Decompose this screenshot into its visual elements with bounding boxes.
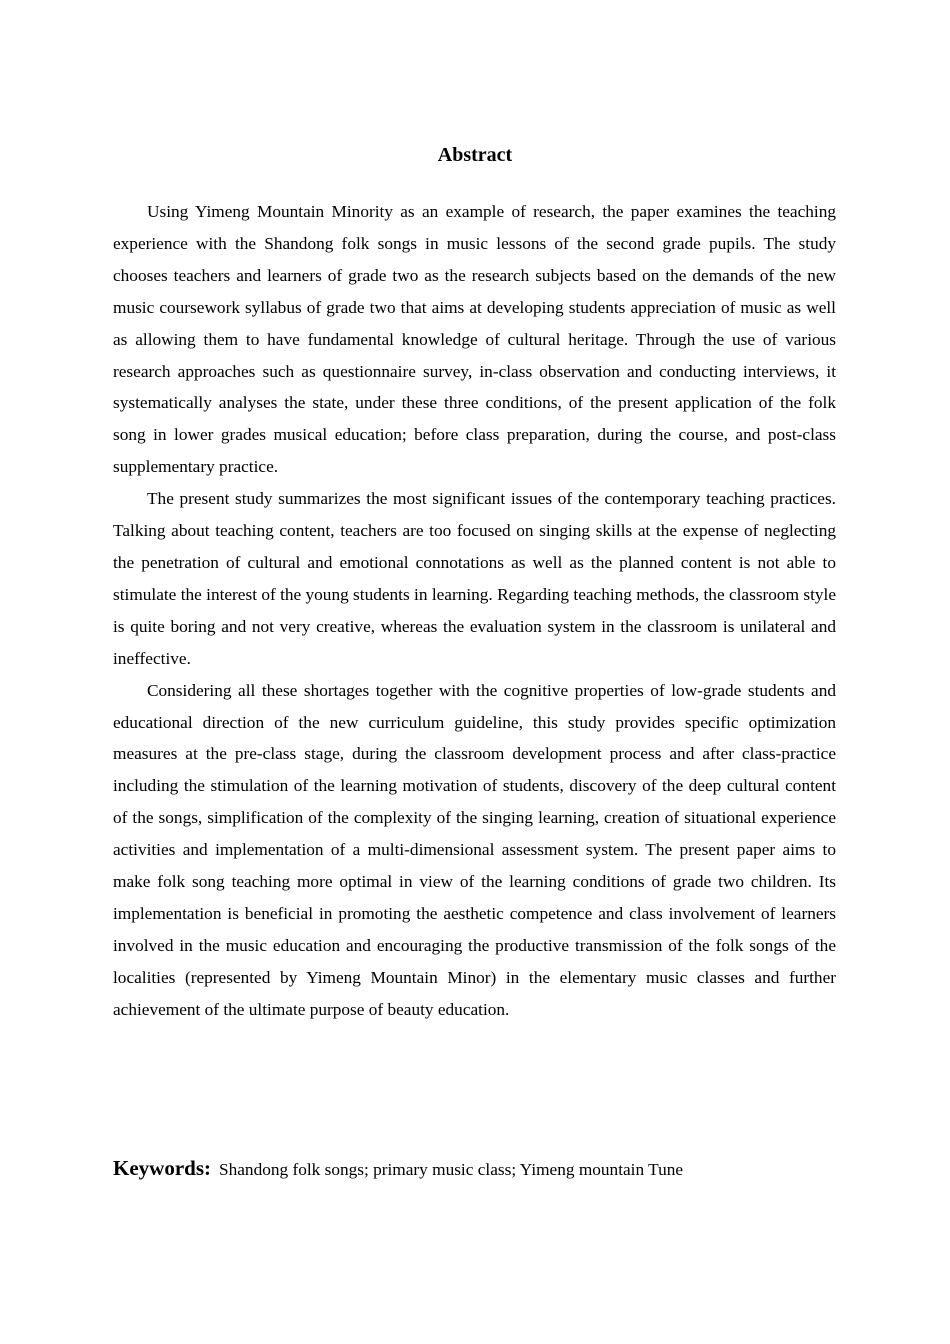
keywords-line — [113, 1153, 836, 1186]
abstract-paragraph-1: Using Yimeng Mountain Minority as an example of research, the paper examines the teaching experience with the Shandong folk songs in music lessons of the second grade pupils. The study chooses teachers and learners of grade two as the research subjects based on the demands of the new music coursework syllabus of grade two that aims at developing students appreciation of music as well as allowing them to have fundamental knowledge of cultural heritage. Through the use of various research approaches such as questionnaire survey, in-class observation and conducting interviews, it systematically analyses the state, under these three conditions, of the present application of the folk song in lower grades musical education; before class preparation, during the course, and post-class supplementary practice. — [113, 202, 836, 477]
keywords-label: Keywords: — [113, 1156, 211, 1180]
abstract-paragraph-2: The present study summarizes the most significant issues of the contemporary teaching practices. Talking about teaching content, teachers are too focused on singing skills at the expense of neglecting the penetration of cultural and emotional connotations as well as the planned content is not able to stimulate the interest of the young students in learning. Regarding teaching methods, the classroom style is quite boring and not very creative, whereas the evaluation system in the classroom is unilateral and ineffective. — [113, 489, 836, 668]
keywords-text: Shandong folk songs; primary music class; Yimeng mountain Tune — [219, 1160, 684, 1179]
abstract-title: Abstract — [437, 144, 513, 166]
abstract-paragraph-3: Considering all these shortages together with the cognitive properties of low-grade students and educational direction of the new curriculum guideline, this study provides specific optimization measures at the pre-class stage, during the classroom development process and after class-practice including the stimulation of the learning motivation of students, discovery of the deep cultural content of the songs, simplification of the complexity of the singing learning, creation of situational experience activities and implementation of a multi-dimensional assessment system. The present paper aims to make folk song teaching more optimal in view of the learning conditions of grade two children. Its implementation is beneficial in promoting the aesthetic competence and class involvement of learners involved in the music education and encouraging the productive transmission of the folk songs of the localities (represented by Yimeng Mountain Minor) in the elementary music classes and further achievement of the ultimate purpose of beauty education. — [113, 680, 836, 1019]
abstract-body — [113, 196, 836, 1026]
